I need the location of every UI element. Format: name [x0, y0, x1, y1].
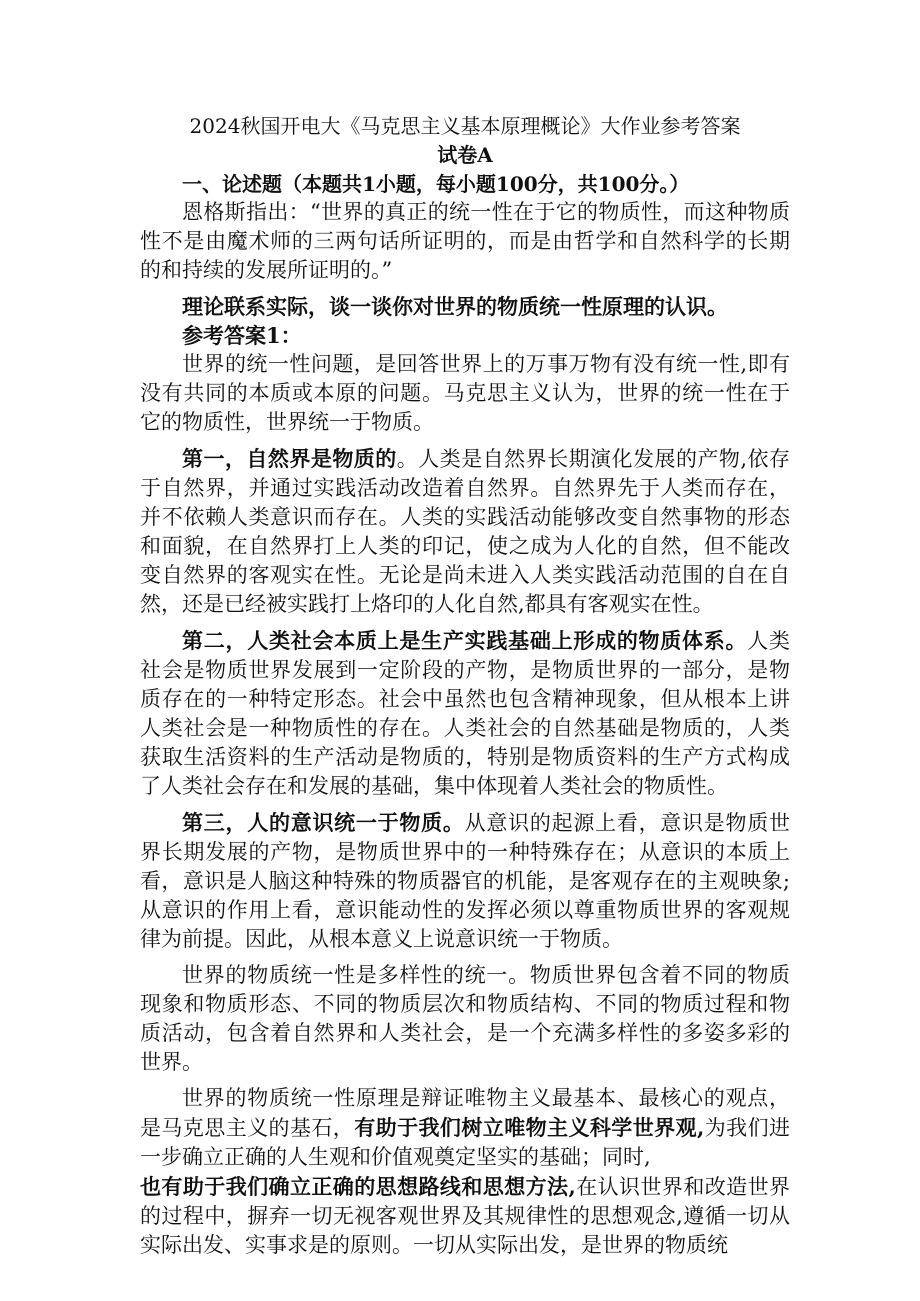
- point-three-paragraph: [140, 808, 790, 954]
- point-two-body: 人类社会是物质世界发展到一定阶段的产物，是物质世界的一部分，是物质存在的一种特定形态。社会中虽然也包含精神现象，但从根本上讲人类社会是一种物质性的存在。人类社会的自然基础是物质的，人类获取生活资料的生产活动是物质的，特别是物质资料的生产方式构成了人类社会存在和发展的基础，集中体现着人类社会的物质性。: [140, 629, 791, 798]
- point-one-body: 。人类是自然界长期演化发展的产物,依存于自然界，并通过实践活动改造着自然界。自然界先于人类而存在，并不依赖人类意识而存在。人类的实践活动能够改变自然事物的形态和面貌，在自然界打上人类的印记，使之成为人化的自然，但不能改变自然界的客观实在性。无论是尚未进入人类实践活动范围的自在自然，还是已经被实践打上烙印的人化自然,都具有客观实在性。: [140, 447, 790, 616]
- significance-rest: 为我们进一步确立正确的人生观和价值观奠定坚实的基础；同时,: [140, 1116, 791, 1169]
- point-two-heading: 第二，人类社会本质上是生产实践基础上形成的物质体系。: [182, 628, 748, 653]
- method-rest: 在认识世界和改造世界的过程中，摒弃一切无视客观世界及其规律性的思想观念,遵循一切从实际出发、实事求是的原则。一切从实际出发，是世界的物质统: [140, 1175, 791, 1257]
- point-three-heading: 第三，人的意识统一于物质。: [182, 810, 465, 835]
- section-heading: 一、论述题（本题共1小题，每小题100分，共100分。）: [182, 172, 690, 196]
- intro-paragraph: 世界的统一性问题，是回答世界上的万事万物有没有统一性,即有没有共同的本质或本原的问题。马克思主义认为，世界的统一性在于它的物质性，世界统一于物质。: [140, 352, 790, 434]
- point-one-paragraph: [140, 444, 790, 619]
- significance-bold: 有助于我们树立唯物主义科学世界观,: [354, 1115, 705, 1140]
- question-text: 理论联系实际，谈一谈你对世界的物质统一性原理的认识。: [182, 294, 728, 319]
- paper-label: 试卷A: [437, 143, 493, 167]
- document-title: 2024秋国开电大《马克思主义基本原理概论》大作业参考答案: [189, 114, 741, 138]
- method-bold: 也有助于我们确立正确的思想路线和思想方法,: [140, 1174, 576, 1199]
- significance-paragraph: [140, 1084, 790, 1172]
- answer-label: 参考答案1：: [182, 323, 302, 348]
- method-paragraph: [140, 1172, 790, 1260]
- document-page: [140, 112, 790, 1260]
- point-two-paragraph: [140, 626, 790, 801]
- point-one-heading: 第一，自然界是物质的: [182, 446, 397, 471]
- quote-paragraph: 恩格斯指出：“世界的真正的统一性在于它的物质性，而这种物质性不是由魔术师的三两句话所证明的，而是由哲学和自然科学的长期的和持续的发展所证明的。”: [140, 200, 790, 282]
- point-three-body: 从意识的起源上看，意识是物质世界长期发展的产物，是物质世界中的一种特殊存在；从意识的本质上看，意识是人脑这种特殊的物质器官的机能，是客观存在的主观映象;从意识的作用上看，意识能动性的发挥必须以尊重物质世界的客观规律为前提。因此，从根本意义上说意识统一于物质。: [140, 811, 791, 951]
- diversity-paragraph: 世界的物质统一性是多样性的统一。物质世界包含着不同的物质现象和物质形态、不同的物质层次和物质结构、不同的物质过程和物质活动，包含着自然界和人类社会，是一个充满多样性的多姿多彩的世界。: [140, 963, 790, 1074]
- significance-start: 世界的物质统一性原理是辩证唯物主义最基本、最核心的观点，是马克思主义的基石，: [140, 1086, 790, 1140]
